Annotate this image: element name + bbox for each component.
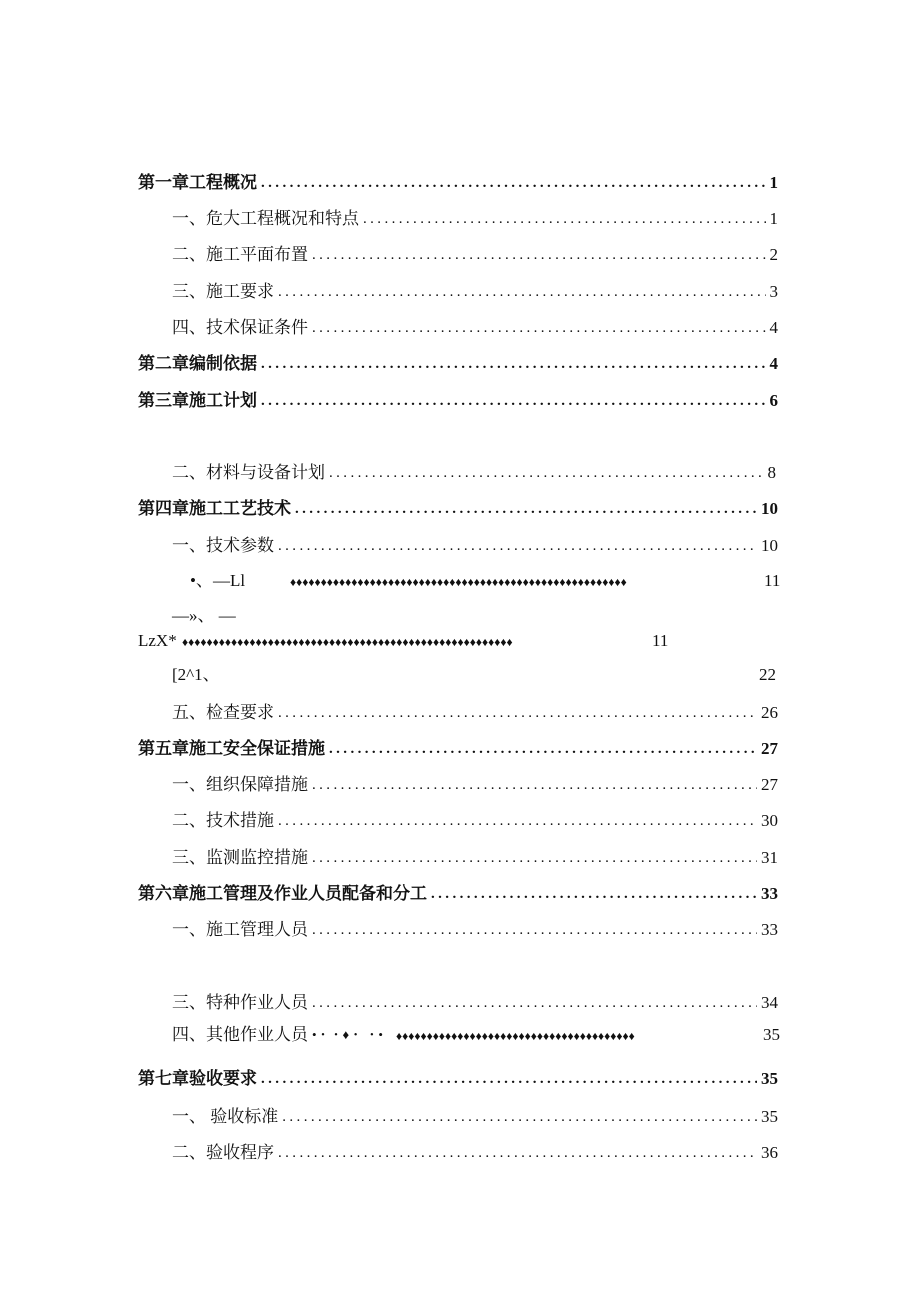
garbled-entry-prefix: •、—Ll: [190, 571, 246, 590]
toc-page-number: 6: [769, 391, 778, 410]
toc-page-number: 33: [761, 884, 778, 903]
toc-page-number: 34: [761, 993, 778, 1012]
toc-leader: [312, 847, 757, 869]
toc-entry-section[interactable]: [172, 806, 778, 832]
toc-entry-chapter-4[interactable]: [138, 494, 778, 520]
toc-page-number: 8: [767, 463, 776, 482]
toc-page-number: 33: [761, 920, 778, 939]
toc-leader: [312, 774, 757, 796]
toc-entry-section[interactable]: [172, 531, 778, 557]
toc-entry-title: 一、 验收标准: [172, 1107, 279, 1126]
toc-entry-chapter-5[interactable]: [138, 734, 778, 760]
toc-entry-section[interactable]: [172, 988, 778, 1014]
toc-leader: [312, 992, 757, 1014]
toc-entry-chapter-1[interactable]: [138, 168, 778, 194]
toc-entry-title: 二、材料与设备计划: [172, 463, 325, 482]
toc-page-number: 27: [761, 775, 778, 794]
toc-leader: [431, 883, 757, 905]
toc-entry-title: 第二章编制依据: [138, 354, 257, 373]
toc-leader: [278, 281, 766, 303]
toc-page-number: 10: [761, 536, 778, 555]
toc-entry-title: 四、技术保证条件: [172, 318, 308, 337]
toc-entry-title: 第四章施工工艺技术: [138, 499, 291, 518]
toc-entry-title: 第五章施工安全保证措施: [138, 739, 325, 758]
toc-entry-title: 一、施工管理人员: [172, 920, 308, 939]
toc-page-number: 3: [769, 282, 778, 301]
garbled-entry-mid: •・・♦・ ・•: [312, 1027, 383, 1042]
toc-page-number: 22: [759, 665, 776, 684]
toc-page-number: 36: [761, 1143, 778, 1162]
toc-page-number: 30: [761, 811, 778, 830]
toc-leader: [261, 1068, 757, 1090]
garbled-entry-text: [2^1、: [172, 665, 220, 684]
toc-entry-title: 第六章施工管理及作业人员配备和分工: [138, 884, 427, 903]
toc-entry-title: 一、危大工程概况和特点: [172, 209, 359, 228]
toc-entry-section[interactable]: [172, 277, 778, 303]
toc-page-number: 35: [761, 1107, 778, 1126]
toc-entry-title: 五、检查要求: [172, 703, 274, 722]
toc-entry-section[interactable]: [172, 915, 778, 941]
toc-page-number: 4: [769, 318, 778, 337]
toc-leader: [278, 702, 757, 724]
toc-entry-section[interactable]: [172, 204, 778, 230]
toc-page-number: 35: [761, 1069, 778, 1088]
toc-leader: [278, 810, 757, 832]
toc-entry-title: 三、特种作业人员: [172, 993, 308, 1012]
toc-entry-chapter-7[interactable]: [138, 1064, 778, 1090]
toc-entry-section[interactable]: [172, 1102, 778, 1128]
toc-page-number: 4: [769, 354, 778, 373]
toc-leader: [282, 1106, 757, 1128]
toc-leader: [312, 317, 766, 339]
toc-entry-title: 三、施工要求: [172, 282, 274, 301]
toc-entry-chapter-3[interactable]: [138, 386, 778, 412]
toc-leader: [312, 919, 757, 941]
toc-leader: [363, 208, 766, 230]
garbled-entry-fill: ♦♦♦♦♦♦♦♦♦♦♦♦♦♦♦♦♦♦♦♦♦♦♦♦♦♦♦♦♦♦♦♦♦♦♦♦♦♦♦♦♦♦♦♦♦♦♦♦♦♦♦♦♦♦♦: [290, 575, 627, 589]
toc-page-number: 11: [652, 631, 669, 650]
toc-entry-section[interactable]: [172, 1138, 778, 1164]
toc-entry-title: 一、组织保障措施: [172, 775, 308, 794]
garbled-entry-fill: ♦♦♦♦♦♦♦♦♦♦♦♦♦♦♦♦♦♦♦♦♦♦♦♦♦♦♦♦♦♦♦♦♦♦♦♦♦♦♦♦♦♦♦♦♦♦♦♦♦♦♦♦♦♦: [182, 635, 513, 649]
toc-entry-title: 第七章验收要求: [138, 1069, 257, 1088]
toc-entry-section[interactable]: [172, 313, 778, 339]
garbled-entry-prefix: LzX*: [138, 631, 177, 650]
toc-leader: [329, 738, 757, 760]
toc-leader: [261, 390, 766, 412]
toc-leader: [295, 498, 757, 520]
toc-page-number: 31: [761, 848, 778, 867]
toc-entry-title: 三、监测监控措施: [172, 848, 308, 867]
garbled-entry-fill: ♦♦♦♦♦♦♦♦♦♦♦♦♦♦♦♦♦♦♦♦♦♦♦♦♦♦♦♦♦♦♦♦♦♦♦♦♦♦♦: [396, 1029, 635, 1043]
toc-page-number: 27: [761, 739, 778, 758]
toc-entry-section[interactable]: [172, 770, 778, 796]
toc-leader: [329, 462, 764, 484]
toc-page-number: 35: [763, 1025, 780, 1044]
toc-page-number: 1: [769, 209, 778, 228]
toc-entry-chapter-6[interactable]: [138, 879, 778, 905]
toc-entry-title: 四、其他作业人员: [172, 1025, 308, 1044]
toc-leader: [261, 353, 766, 375]
toc-page-number: 11: [764, 571, 781, 590]
toc-page-number: 10: [761, 499, 778, 518]
toc-entry-title: 二、验收程序: [172, 1143, 274, 1162]
toc-entry-section[interactable]: [172, 698, 778, 724]
toc-entry-title: 一、技术参数: [172, 536, 274, 555]
toc-page-number: 2: [769, 245, 778, 264]
toc-entry-section[interactable]: [172, 240, 778, 266]
toc-leader: [261, 172, 766, 194]
toc-entry-title: 二、施工平面布置: [172, 245, 308, 264]
toc-entry-section[interactable]: [172, 458, 776, 484]
toc-leader: [278, 1142, 757, 1164]
toc-entry-title: 二、技术措施: [172, 811, 274, 830]
toc-entry-section[interactable]: [172, 843, 778, 869]
toc-leader: [312, 244, 766, 266]
toc-page-number: 1: [769, 173, 778, 192]
toc-entry-title: 第三章施工计划: [138, 391, 257, 410]
toc-page-number: 26: [761, 703, 778, 722]
toc-entry-title: 第一章工程概况: [138, 173, 257, 192]
toc-leader: [278, 535, 757, 557]
garbled-entry-text: —»、 —: [172, 606, 236, 625]
toc-entry-chapter-2[interactable]: [138, 349, 778, 375]
